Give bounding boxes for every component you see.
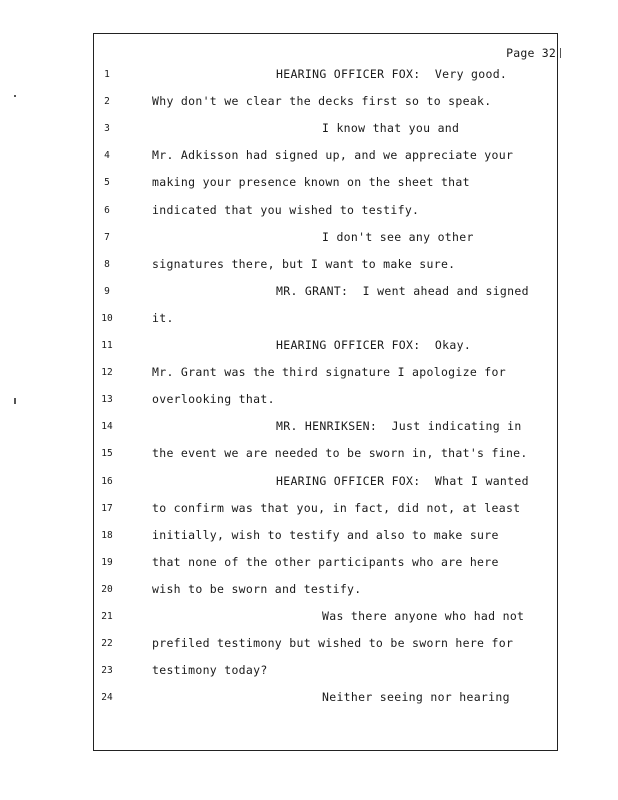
page-number: Page 32 <box>506 46 556 60</box>
transcript-line <box>0 66 618 86</box>
line-text: making your presence known on the sheet that <box>152 175 470 190</box>
line-number: 2 <box>104 96 110 108</box>
line-number: 6 <box>104 204 110 216</box>
transcript-line <box>0 418 618 438</box>
line-text: Mr. Grant was the third signature I apologize for <box>152 365 506 380</box>
line-text: MR. HENRIKSEN: Just indicating in <box>276 419 522 434</box>
scan-speck <box>14 95 16 97</box>
line-number: 5 <box>104 177 110 189</box>
line-number: 20 <box>101 583 113 595</box>
line-text: it. <box>152 310 174 325</box>
line-text: to confirm was that you, in fact, did not, at least <box>152 500 521 515</box>
line-number: 11 <box>101 340 113 351</box>
line-text: signatures there, but I want to make sure. <box>152 256 456 271</box>
line-text: I don't see any other <box>322 229 474 244</box>
line-number: 7 <box>104 231 110 243</box>
line-text: Was there anyone who had not <box>322 609 525 623</box>
line-text: prefiled testimony but wished to be sworn here for <box>152 636 514 651</box>
line-number: 22 <box>101 638 113 650</box>
line-number: 14 <box>101 421 113 433</box>
transcript-line <box>0 364 618 384</box>
transcript-line <box>0 689 618 709</box>
line-text: HEARING OFFICER FOX: Very good. <box>276 67 508 81</box>
line-number: 8 <box>104 258 110 270</box>
line-text: indicated that you wished to testify. <box>152 202 420 217</box>
line-text: Why don't we clear the decks first so to speak. <box>152 94 492 109</box>
line-text: HEARING OFFICER FOX: Okay. <box>276 338 472 352</box>
transcript-line <box>0 608 618 628</box>
line-number: 19 <box>101 556 113 568</box>
line-number: 21 <box>101 611 113 622</box>
line-text: HEARING OFFICER FOX: What I wanted <box>276 473 529 488</box>
transcript-line <box>0 635 618 655</box>
transcript-line <box>0 554 618 574</box>
transcript-line <box>0 202 618 222</box>
transcript-line <box>0 337 618 357</box>
line-number: 23 <box>101 665 113 677</box>
transcript-line <box>0 445 618 465</box>
transcript-line <box>0 283 618 303</box>
line-number: 4 <box>104 150 110 162</box>
line-number: 18 <box>101 529 113 541</box>
transcript-line <box>0 93 618 113</box>
line-number: 13 <box>101 394 113 406</box>
line-text: Neither seeing nor hearing <box>322 690 510 705</box>
line-text: the event we are needed to be sworn in, that's fine. <box>152 446 528 461</box>
line-number: 3 <box>104 123 110 135</box>
transcript-line <box>0 256 618 276</box>
transcript-line <box>0 473 618 493</box>
line-text: overlooking that. <box>152 392 275 407</box>
line-number: 10 <box>101 312 113 324</box>
transcript-line <box>0 310 618 330</box>
line-text: that none of the other participants who are here <box>152 554 499 569</box>
transcript-line <box>0 120 618 140</box>
line-number: 15 <box>101 448 113 460</box>
line-text: testimony today? <box>152 663 268 678</box>
transcript-line <box>0 581 618 601</box>
scan-speck <box>560 48 561 58</box>
line-number: 24 <box>101 692 113 704</box>
line-text: wish to be sworn and testify. <box>152 581 362 596</box>
transcript-line <box>0 391 618 411</box>
line-text: I know that you and <box>322 121 460 136</box>
line-number: 16 <box>101 475 113 487</box>
line-text: initially, wish to testify and also to make sure <box>152 527 499 542</box>
transcript-line <box>0 174 618 194</box>
transcript-line <box>0 229 618 249</box>
line-number: 17 <box>101 502 113 514</box>
line-number: 1 <box>104 69 110 80</box>
line-number: 9 <box>104 285 110 297</box>
transcript-line <box>0 527 618 547</box>
scan-speck <box>14 398 16 404</box>
line-number: 12 <box>101 367 113 379</box>
transcript-line <box>0 147 618 167</box>
transcript-line <box>0 500 618 520</box>
line-text: MR. GRANT: I went ahead and signed <box>276 283 529 298</box>
transcript-line <box>0 662 618 682</box>
line-text: Mr. Adkisson had signed up, and we appreciate your <box>152 148 514 163</box>
